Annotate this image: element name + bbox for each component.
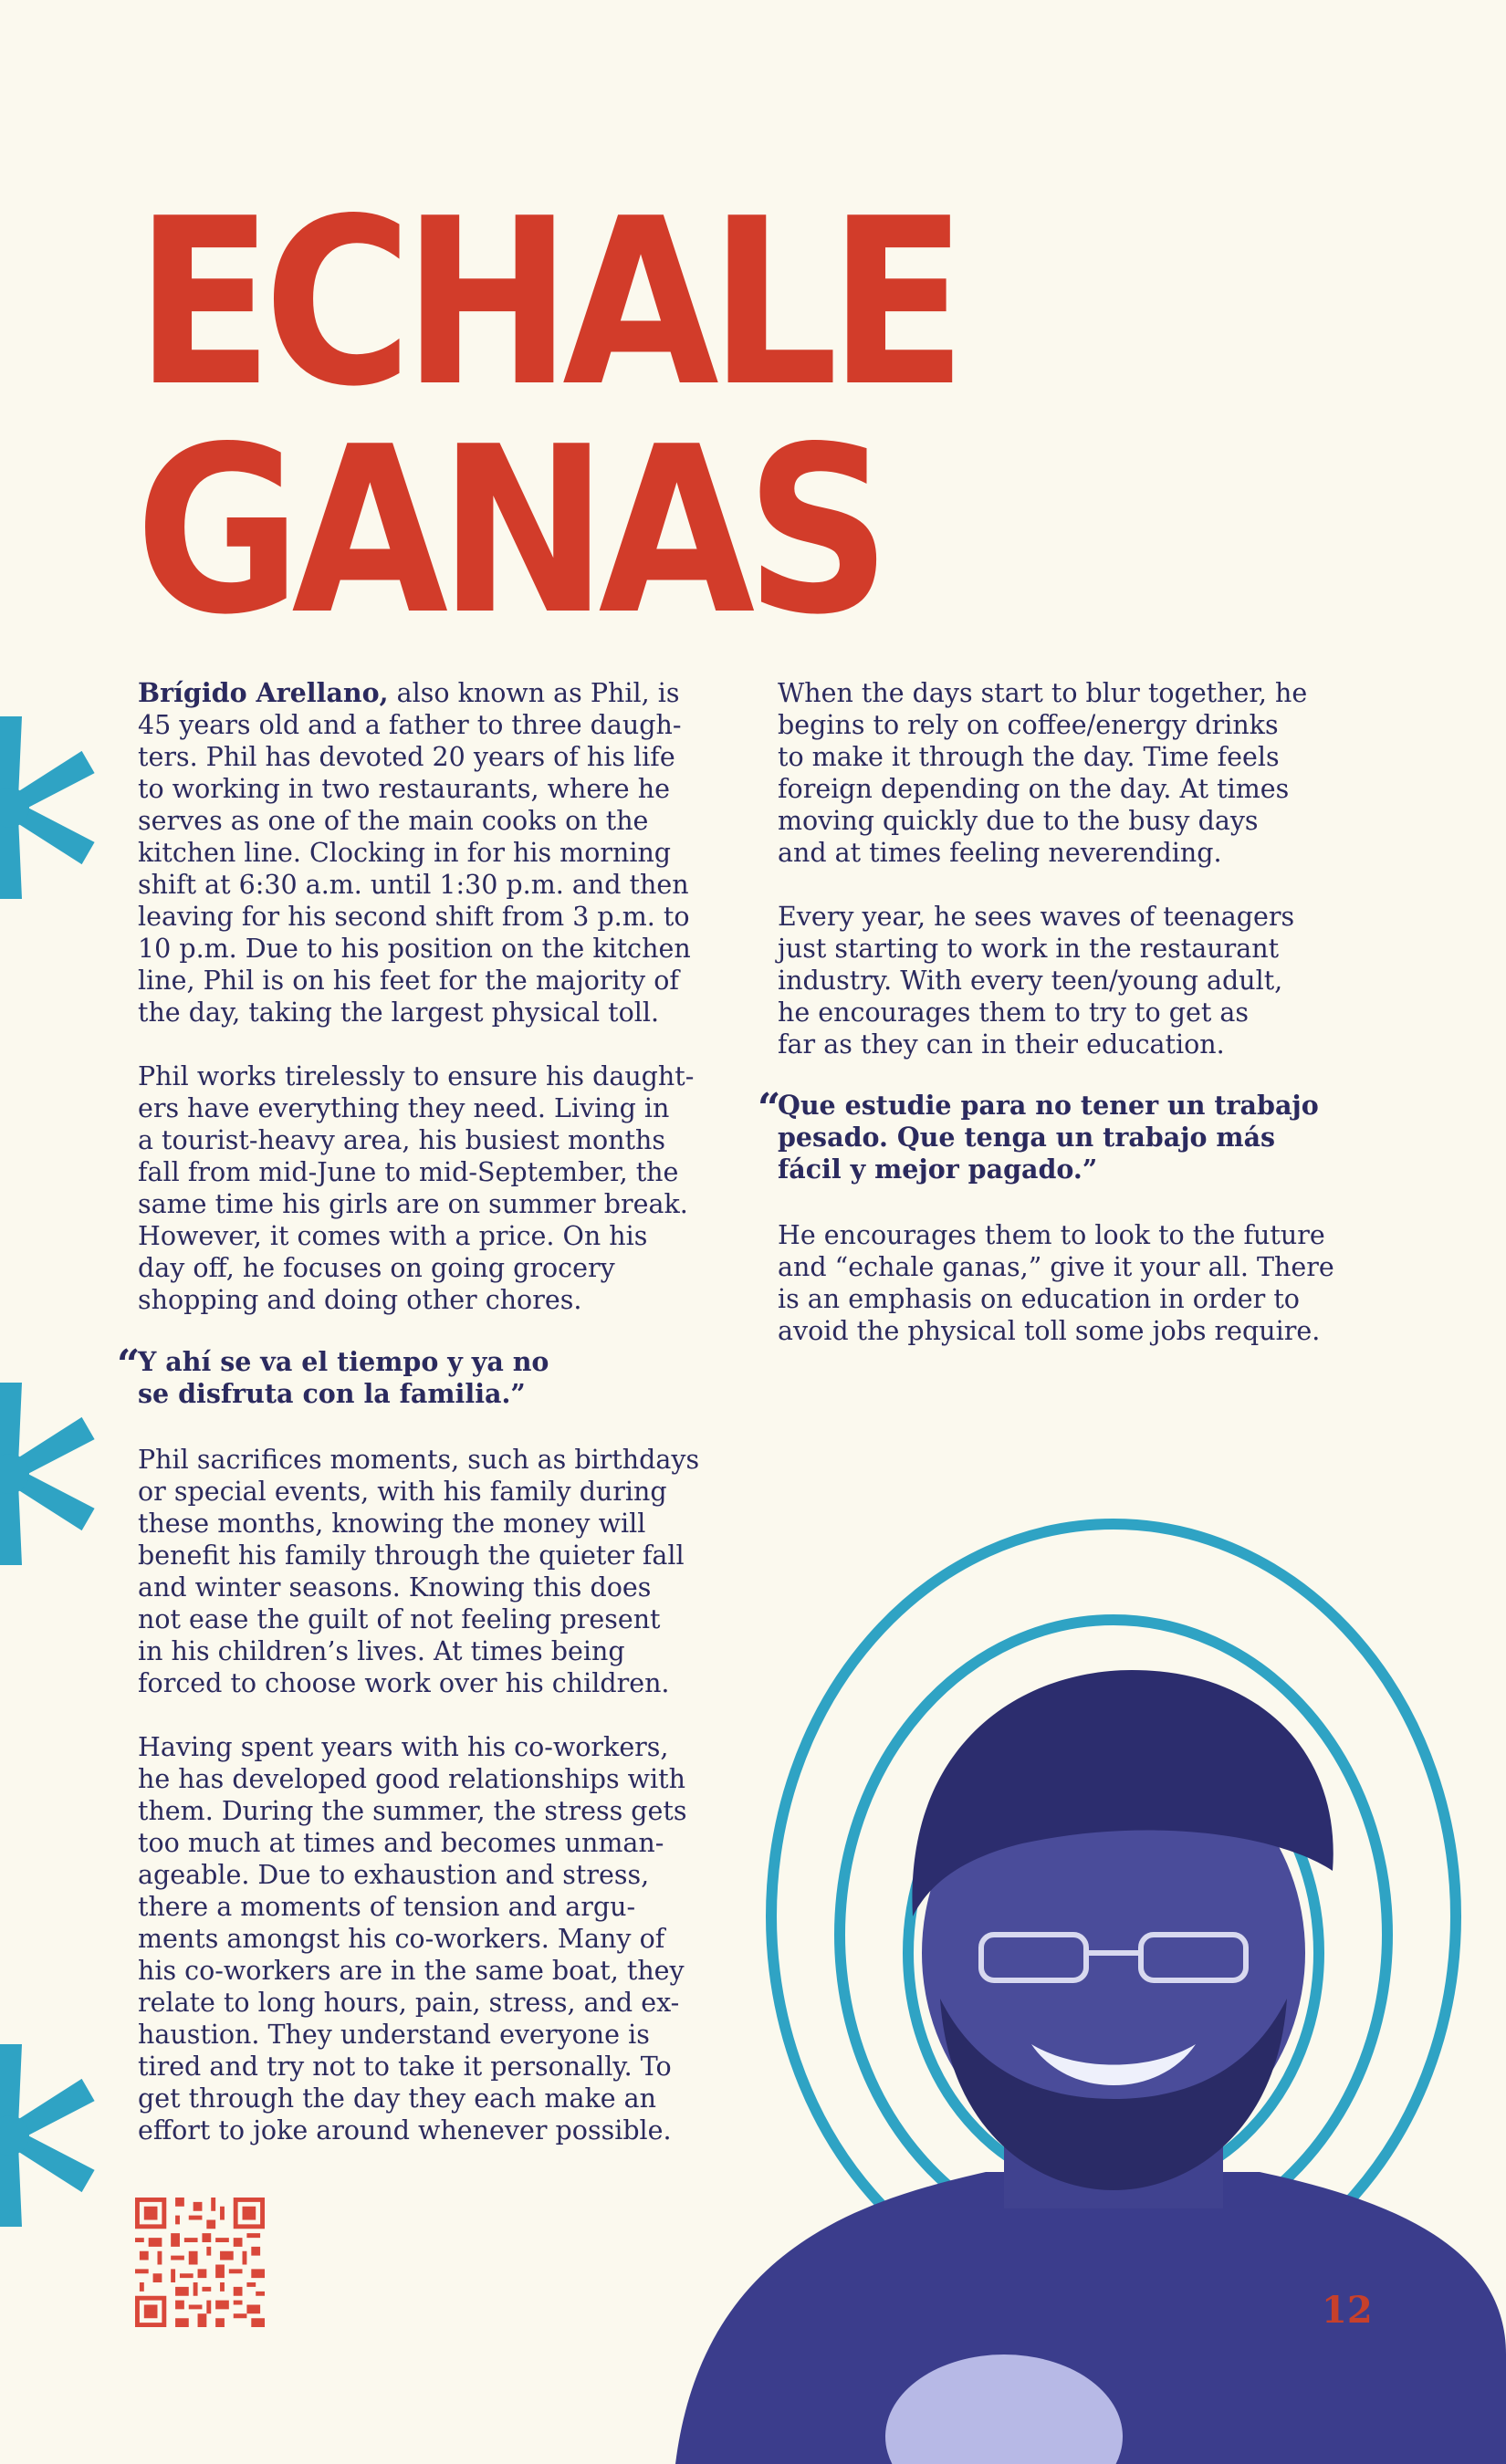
- close-quote-mark: ”: [1082, 1154, 1098, 1185]
- paragraph: Every year, he sees waves of teenagers just starting to work in the restaurant industry. With every teen/young adult, he encourages them to try to get as far as they can in their education.: [778, 902, 1295, 1060]
- paragraph: Phil works tirelessly to ensure his daught- ers have everything they need. Living in a tourist-heavy area, his busiest months fall from mid-June to mid-September, the same time his girls are on summer break. However, it comes with a price. On his day off, he focuses on going grocery shopping and doing other chores.: [138, 1061, 695, 1315]
- subject-name: Brígido Arellano,: [138, 677, 389, 708]
- right-column-lower: [778, 1219, 1362, 1347]
- page-number: 12: [1322, 2289, 1373, 2332]
- paragraph: Phil sacrifices moments, such as birthdays or special events, with his family during these months, knowing the money will benefit his family through the quieter fall and winter seasons. Knowing this does not ease the guilt of not feeling present in his children’s lives. At times being forced to choose work over his children.: [138, 1445, 700, 1698]
- paragraph: Brígido Arellano, also known as Phil, is 45 years old and a father to three daugh- ters. Phil has devoted 20 years of his life to working in two restaurants, where he serves as one of the main cooks on the kitchen line. Clocking in for his morning shift at 6:30 a.m. until 1:30 p.m. and then leaving for his second shift from 3 p.m. to 10 p.m. Due to his position on the kitchen line, Phil is on his feet for the majority of the day, taking the largest physical toll.: [138, 677, 691, 1028]
- paragraph: When the days start to blur together, he begins to rely on coffee/energy drinks to make it through the day. Time feels foreign depending on the day. At times moving quickly due to the busy days and at times feeling neverending.: [778, 678, 1308, 868]
- title-line-2: GANAS: [135, 398, 882, 665]
- asterisk-icon: [0, 2040, 110, 2231]
- asterisk-icon: [0, 1378, 110, 1570]
- close-quote-mark: ”: [510, 1378, 526, 1409]
- paragraph: Having spent years with his co-workers, he has developed good relationships with them. During the summer, the stress gets too much at times and becomes unman- ageable. Due to exhaustion and stress, there a moments of tension and argu- ments amongst his co-workers. Many of his co-workers are in the same boat, they relate to long hours, pain, stress, and ex- haustion. They understand everyone is tired and try not to take it personally. To get through the day they each make an effort to joke around whenever possible.: [138, 1732, 687, 2146]
- qr-code[interactable]: [135, 2198, 265, 2327]
- title-line-1: ECHALE: [135, 170, 957, 437]
- pull-quote: Que estudie para no tener un trabajo pesado. Que tenga un trabajo más fácil y mejor pagado.”: [778, 1090, 1319, 1185]
- open-quote-mark: “: [117, 1342, 141, 1388]
- open-quote-mark: “: [758, 1085, 781, 1132]
- article-title: [135, 170, 957, 665]
- pull-quote: Y ahí se va el tiempo y ya no se disfruta con la familia.”: [138, 1346, 549, 1409]
- left-column: [138, 677, 731, 1316]
- asterisk-icon: [0, 712, 110, 903]
- portrait-illustration: [639, 1442, 1506, 2464]
- right-column: [778, 677, 1362, 1060]
- paragraph: He encourages them to look to the future and “echale ganas,” give it your all. There is an emphasis on education in order to avoid the physical toll some jobs require.: [778, 1220, 1334, 1346]
